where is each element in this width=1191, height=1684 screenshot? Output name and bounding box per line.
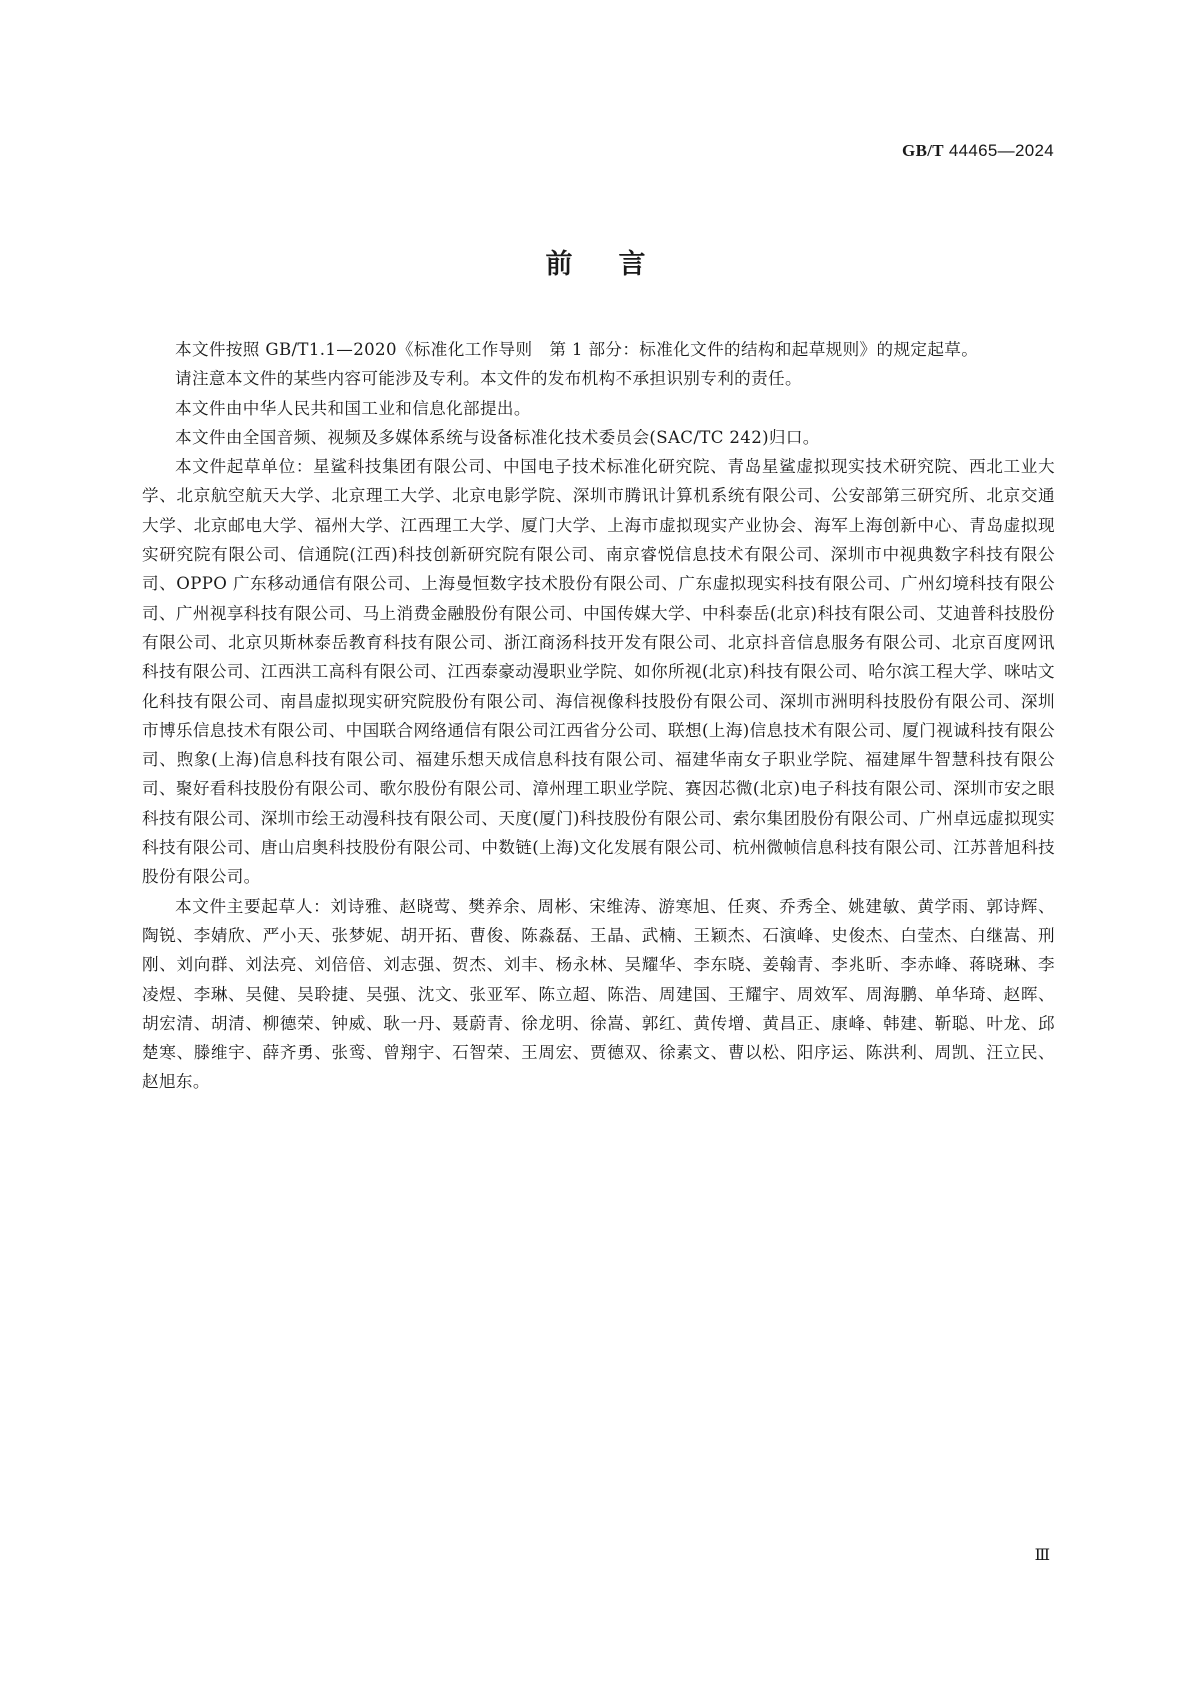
paragraph-proposer: 本文件由中华人民共和国工业和信息化部提出。 bbox=[175, 398, 531, 418]
paragraph-drafters: 本文件主要起草人：刘诗雅、赵晓莺、樊养余、周彬、宋维涛、游寒旭、任爽、乔秀全、姚建敏、黄学雨、郭诗辉、陶锐、李婧欣、严小天、张梦妮、胡开拓、曹俊、陈淼磊、王晶、武楠、王颖杰、石演峰、史俊杰、白莹杰、白继嵩、刑刚、刘向群、刘法亮、刘倍倍、刘志强、贺杰、刘丰、杨永林、吴耀华、李东晓、姜翰青、李兆昕、李赤峰、蒋晓琳、李凌煜、李琳、吴健、吴聆捷、吴强、沈文、张亚军、陈立超、陈浩、周建国、王耀宇、周效军、周海鹏、单华琦、赵晖、胡宏清、胡清、柳德荣、钟威、耿一丹、聂蔚青、徐龙明、徐嵩、郭红、黄传增、黄昌正、康峰、韩建、靳聪、叶龙、邱楚寒、滕维宇、薛齐勇、张鸾、曾翔宇、石智荣、王周宏、贾德双、徐素文、曹以松、阳序运、陈洪利、周凯、汪立民、赵旭东。 bbox=[142, 896, 1055, 1092]
paragraph-drafting-rules: 本文件按照 GB/T1.1—2020《标准化工作导则 第 1 部分：标准化文件的结构和起草规则》的规定起草。 bbox=[175, 340, 979, 359]
page-number: Ⅲ bbox=[1034, 1547, 1050, 1564]
page-title: 前言 bbox=[545, 249, 692, 280]
foreword-body bbox=[142, 335, 1055, 1097]
paragraph-drafting-organizations: 本文件起草单位：星鲨科技集团有限公司、中国电子技术标准化研究院、青岛星鲨虚拟现实技术研究院、西北工业大学、北京航空航天大学、北京理工大学、北京电影学院、深圳市腾讯计算机系统有限公司、公安部第三研究所、北京交通大学、北京邮电大学、福州大学、江西理工大学、厦门大学、上海市虚拟现实产业协会、海军上海创新中心、青岛虚拟现实研究院有限公司、信通院(江西)科技创新研究院有限公司、南京睿悦信息技术有限公司、深圳市中视典数字科技有限公司、OPPO 广东移动通信有限公司、上海曼恒数字技术股份有限公司、广东虚拟现实科技有限公司、广州幻境科技有限公司、广州视享科技有限公司、马上消费金融股份有限公司、中国传媒大学、中科泰岳(北京)科技有限公司、艾迪普科技股份有限公司、北京贝斯林泰岳教育科技有限公司、浙江商汤科技开发有限公司、北京抖音信息服务有限公司、北京百度网讯科技有限公司、江西洪工高科有限公司、江西泰豪动漫职业学院、如你所视(北京)科技有限公司、哈尔滨工程大学、咪咕文化科技有限公司、南昌虚拟现实研究院股份有限公司、海信视像科技股份有限公司、深圳市洲明科技股份有限公司、深圳市博乐信息技术有限公司、中国联合网络通信有限公司江西省分公司、联想(上海)信息技术有限公司、厦门视诚科技有限公司、煦象(上海)信息科技有限公司、福建乐想天成信息科技有限公司、福建华南女子职业学院、福建犀牛智慧科技有限公司、聚好看科技股份有限公司、歌尔股份有限公司、漳州理工职业学院、赛因芯微(北京)电子科技有限公司、深圳市安之眼科技有限公司、深圳市绘王动漫科技有限公司、天度(厦门)科技股份有限公司、索尔集团股份有限公司、广州卓远虚拟现实科技有限公司、唐山启奥科技股份有限公司、中数链(上海)文化发展有限公司、杭州微帧信息科技有限公司、江苏普旭科技股份有限公司。 bbox=[142, 457, 1055, 887]
paragraph-patent-notice: 请注意本文件的某些内容可能涉及专利。本文件的发布机构不承担识别专利的责任。 bbox=[175, 369, 802, 389]
standard-code bbox=[902, 141, 1054, 161]
paragraph-committee: 本文件由全国音频、视频及多媒体系统与设备标准化技术委员会(SAC/TC 242)归口。 bbox=[175, 427, 820, 447]
standard-number: 44465—2024 bbox=[948, 141, 1054, 160]
standard-prefix: GB/T bbox=[902, 141, 944, 160]
